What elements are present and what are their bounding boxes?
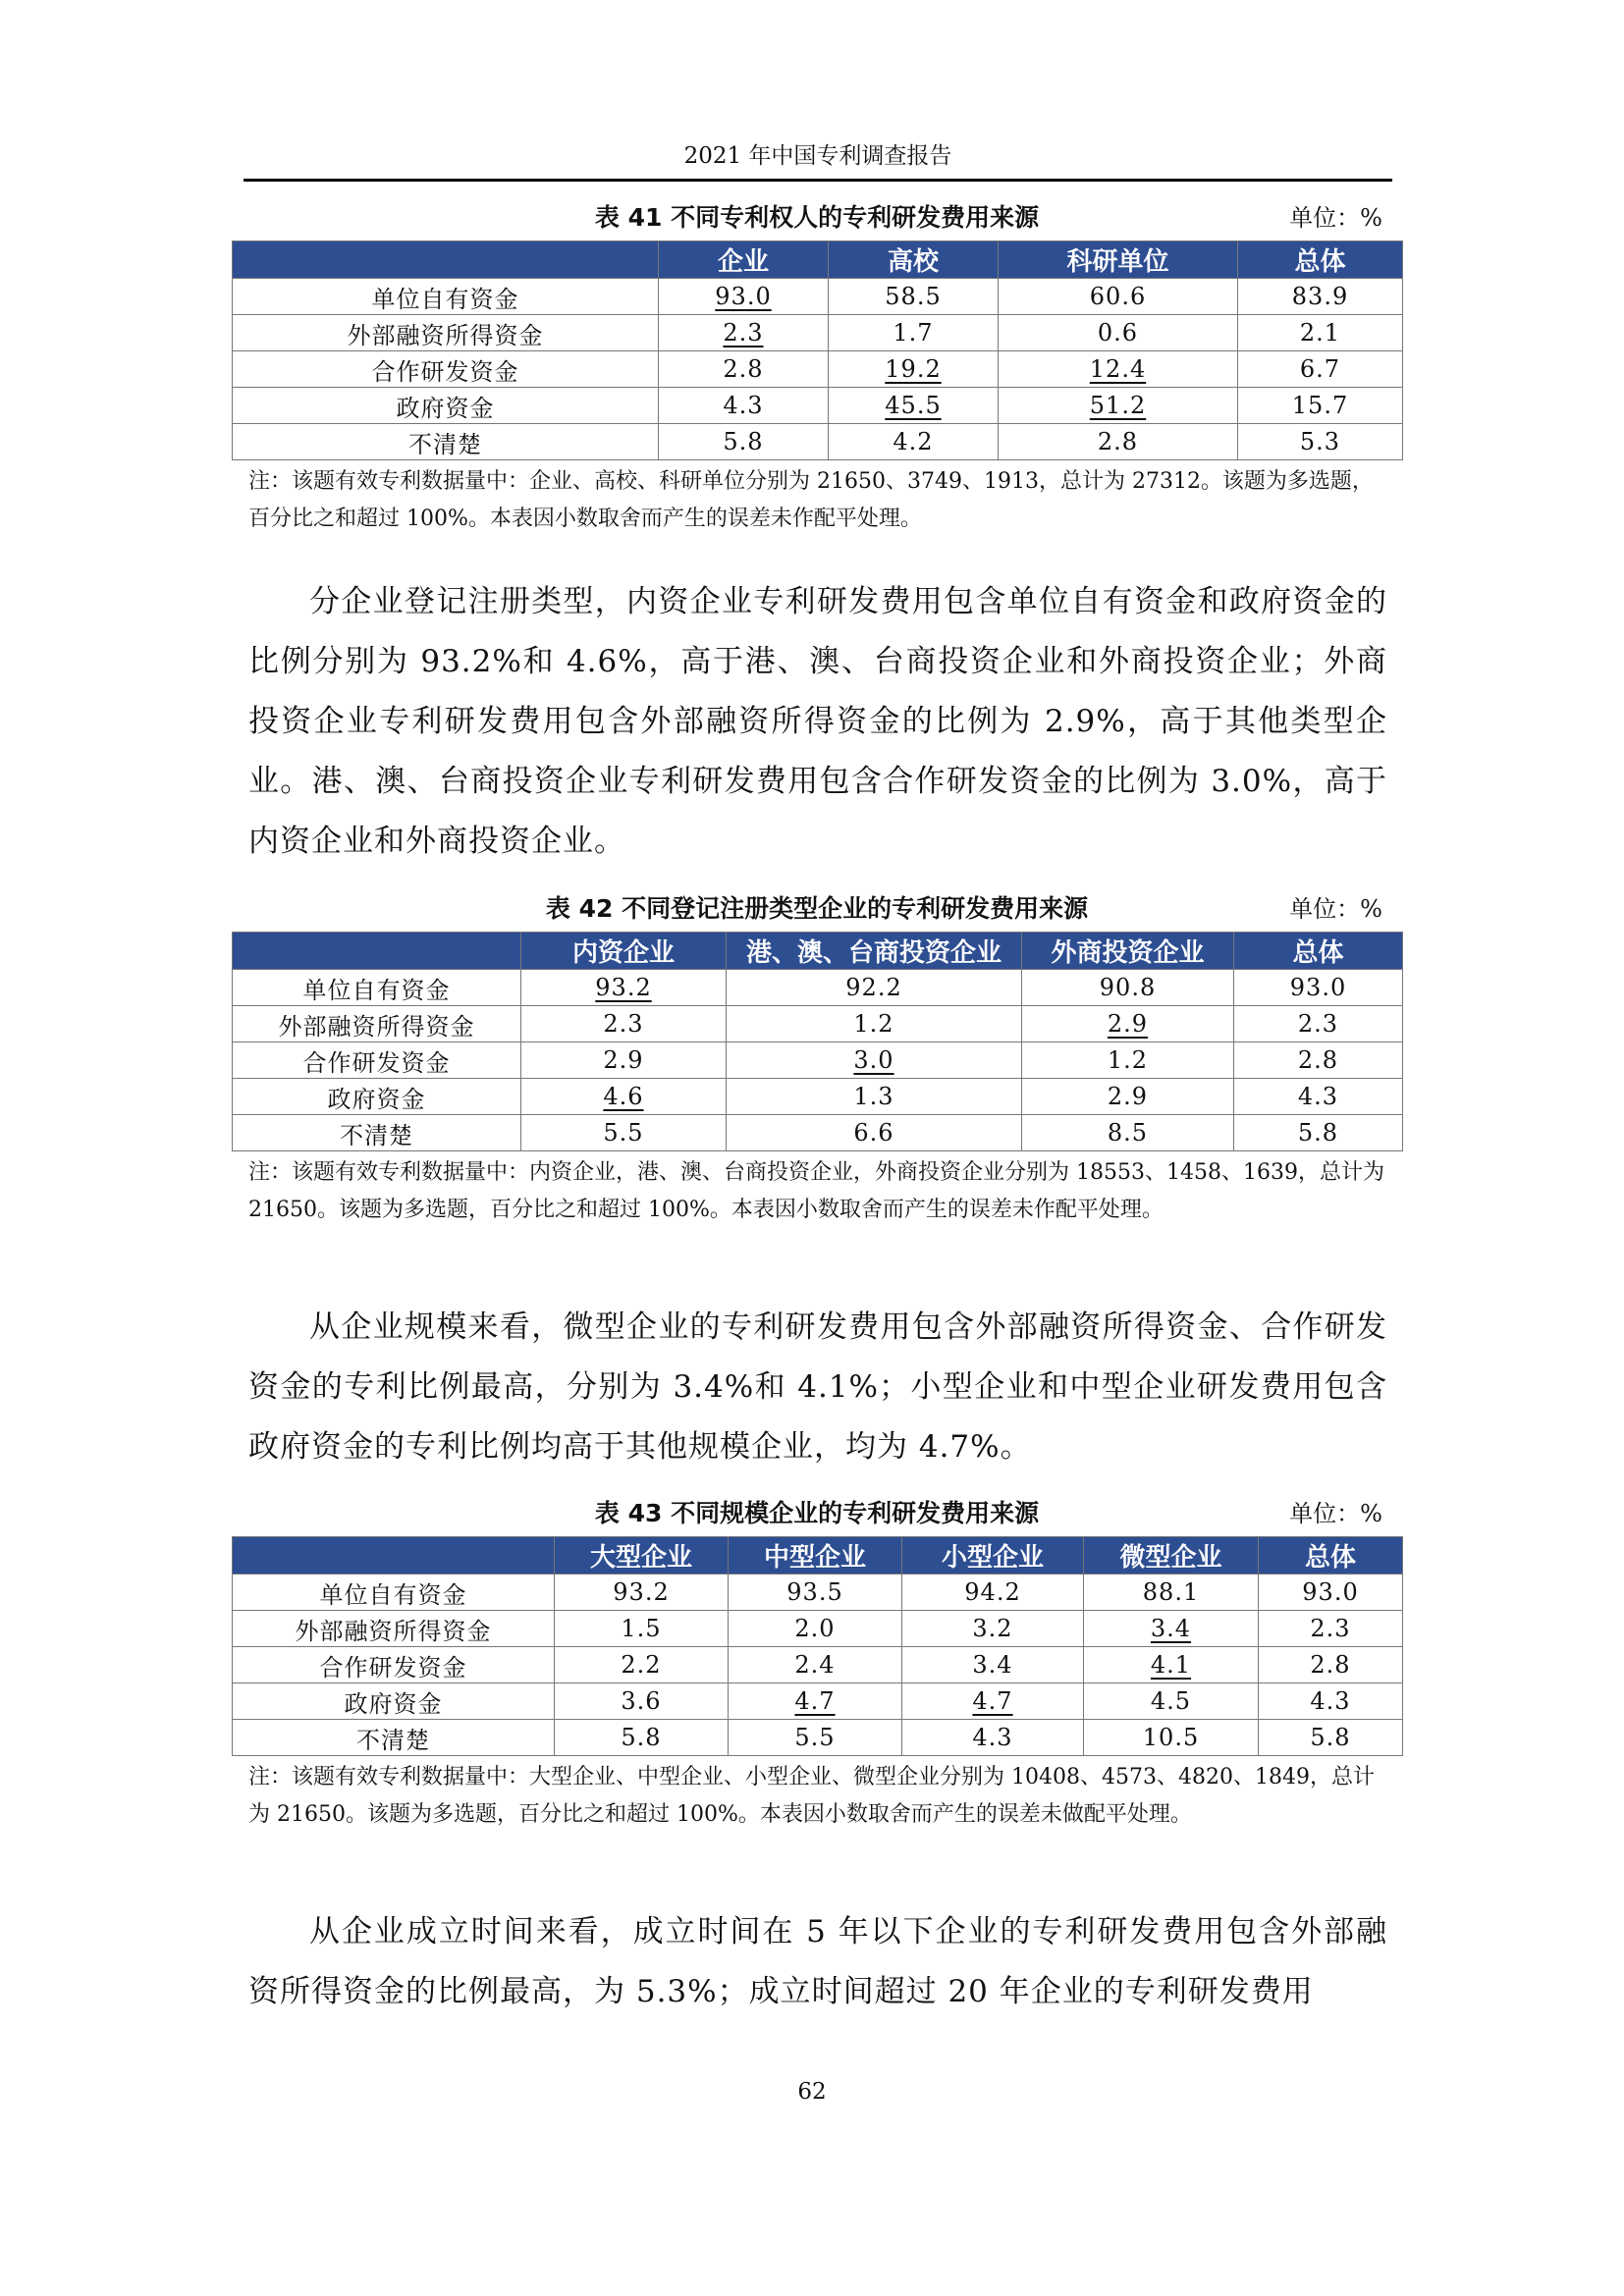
table-cell: 2.2 xyxy=(555,1647,729,1683)
table43-col-2: 中型企业 xyxy=(729,1537,902,1575)
table42-caption-row xyxy=(232,891,1402,927)
table-cell: 2.9 xyxy=(1022,1079,1234,1115)
table43-title: 表 43 不同规模企业的专利研发费用来源 xyxy=(594,1499,1040,1527)
table-cell: 4.3 xyxy=(659,388,829,424)
body-paragraph-3: 从企业成立时间来看，成立时间在 5 年以下企业的专利研发费用包含外部融资所得资金的比例最高，为 5.3%；成立时间超过 20 年企业的专利研发费用 xyxy=(248,1914,1387,2009)
table41-caption-row xyxy=(232,200,1402,236)
header-rule xyxy=(244,179,1392,182)
table-cell: 60.6 xyxy=(999,279,1238,315)
table43-col-5: 总体 xyxy=(1259,1537,1403,1575)
table-cell: 2.8 xyxy=(999,424,1238,460)
table41-col-1: 企业 xyxy=(659,241,829,279)
table-cell: 3.2 xyxy=(902,1611,1084,1647)
table42-col-3: 外商投资企业 xyxy=(1022,933,1234,970)
table-cell: 4.5 xyxy=(1084,1683,1259,1720)
table-cell: 4.7 xyxy=(729,1683,902,1720)
table-row xyxy=(233,1683,1403,1720)
row-label: 合作研发资金 xyxy=(233,351,659,388)
table-cell: 8.5 xyxy=(1022,1115,1234,1151)
table41-col-4: 总体 xyxy=(1238,241,1403,279)
table42 xyxy=(232,932,1403,1151)
table-cell: 3.0 xyxy=(727,1042,1022,1079)
table42-title: 表 42 不同登记注册类型企业的专利研发费用来源 xyxy=(545,894,1089,923)
table42-col-4: 总体 xyxy=(1234,933,1403,970)
table-cell: 6.6 xyxy=(727,1115,1022,1151)
row-label: 单位自有资金 xyxy=(233,970,521,1006)
table-cell: 1.7 xyxy=(829,315,999,351)
running-header: 2021 年中国专利调查报告 xyxy=(683,143,952,169)
table-cell: 4.7 xyxy=(902,1683,1084,1720)
row-label: 不清楚 xyxy=(233,424,659,460)
table41-note: 注：该题有效专利数据量中：企业、高校、科研单位分别为 21650、3749、1913，总计为 27312。该题为多选题，百分比之和超过 100%。本表因小数取舍而产生的误差未作配平处理。 xyxy=(248,469,1374,531)
table-cell: 90.8 xyxy=(1022,970,1234,1006)
table-cell: 3.4 xyxy=(902,1647,1084,1683)
table41-header-row xyxy=(233,241,1403,279)
table43-col-0 xyxy=(233,1537,555,1575)
table-row xyxy=(233,970,1403,1006)
row-label: 外部融资所得资金 xyxy=(233,315,659,351)
row-label: 外部融资所得资金 xyxy=(233,1006,521,1042)
table-row xyxy=(233,1079,1403,1115)
table-cell: 4.1 xyxy=(1084,1647,1259,1683)
table-cell: 93.2 xyxy=(521,970,727,1006)
table41-unit: 单位：% xyxy=(1289,204,1382,232)
table-cell: 4.6 xyxy=(521,1079,727,1115)
table42-col-0 xyxy=(233,933,521,970)
row-label: 外部融资所得资金 xyxy=(233,1611,555,1647)
table-cell: 10.5 xyxy=(1084,1720,1259,1756)
table-row xyxy=(233,1115,1403,1151)
row-label: 单位自有资金 xyxy=(233,279,659,315)
table-cell: 5.5 xyxy=(729,1720,902,1756)
table-cell: 94.2 xyxy=(902,1575,1084,1611)
table-cell: 1.2 xyxy=(1022,1042,1234,1079)
row-label: 政府资金 xyxy=(233,1683,555,1720)
table41-col-0 xyxy=(233,241,659,279)
table-cell: 2.8 xyxy=(659,351,829,388)
table-row xyxy=(233,1575,1403,1611)
table43-col-4: 微型企业 xyxy=(1084,1537,1259,1575)
table-cell: 92.2 xyxy=(727,970,1022,1006)
table-cell: 4.3 xyxy=(1234,1079,1403,1115)
table-cell: 3.4 xyxy=(1084,1611,1259,1647)
table41-col-3: 科研单位 xyxy=(999,241,1238,279)
table-cell: 2.8 xyxy=(1234,1042,1403,1079)
table41-col-2: 高校 xyxy=(829,241,999,279)
table-cell: 1.5 xyxy=(555,1611,729,1647)
row-label: 合作研发资金 xyxy=(233,1647,555,1683)
table-cell: 4.3 xyxy=(902,1720,1084,1756)
table-row xyxy=(233,1611,1403,1647)
table-cell: 5.8 xyxy=(659,424,829,460)
table-cell: 6.7 xyxy=(1238,351,1403,388)
row-label: 合作研发资金 xyxy=(233,1042,521,1079)
table-cell: 2.3 xyxy=(1234,1006,1403,1042)
table-cell: 5.8 xyxy=(1234,1115,1403,1151)
table-cell: 2.3 xyxy=(659,315,829,351)
row-label: 单位自有资金 xyxy=(233,1575,555,1611)
table43-note: 注：该题有效专利数据量中：大型企业、中型企业、小型企业、微型企业分别为 10408、4573、4820、1849，总计为 21650。该题为多选题，百分比之和超过 100%。本表因小数取舍而产生的误差未做配平处理。 xyxy=(248,1765,1375,1827)
table42-col-1: 内资企业 xyxy=(521,933,727,970)
table43-caption-row xyxy=(232,1496,1402,1531)
table43-header-row xyxy=(233,1537,1403,1575)
table-cell: 5.8 xyxy=(1259,1720,1403,1756)
table-row xyxy=(233,424,1403,460)
table-cell: 45.5 xyxy=(829,388,999,424)
table-cell: 5.3 xyxy=(1238,424,1403,460)
table-cell: 4.2 xyxy=(829,424,999,460)
table-cell: 2.3 xyxy=(521,1006,727,1042)
table-cell: 93.0 xyxy=(659,279,829,315)
table-cell: 51.2 xyxy=(999,388,1238,424)
table-row xyxy=(233,1720,1403,1756)
page-number: 62 xyxy=(797,2079,827,2105)
row-label: 不清楚 xyxy=(233,1720,555,1756)
table42-header-row xyxy=(233,933,1403,970)
table-cell: 5.5 xyxy=(521,1115,727,1151)
table-cell: 88.1 xyxy=(1084,1575,1259,1611)
table-row xyxy=(233,1042,1403,1079)
table43 xyxy=(232,1536,1403,1756)
table-row xyxy=(233,279,1403,315)
table-cell: 93.0 xyxy=(1259,1575,1403,1611)
table-cell: 2.9 xyxy=(1022,1006,1234,1042)
table-cell: 2.1 xyxy=(1238,315,1403,351)
table-cell: 5.8 xyxy=(555,1720,729,1756)
table41 xyxy=(232,240,1403,460)
table-cell: 19.2 xyxy=(829,351,999,388)
table-cell: 83.9 xyxy=(1238,279,1403,315)
table41-title: 表 41 不同专利权人的专利研发费用来源 xyxy=(594,203,1040,232)
table43-col-3: 小型企业 xyxy=(902,1537,1084,1575)
table-cell: 12.4 xyxy=(999,351,1238,388)
table-cell: 2.8 xyxy=(1259,1647,1403,1683)
table-cell: 0.6 xyxy=(999,315,1238,351)
table-row xyxy=(233,1647,1403,1683)
table-cell: 1.2 xyxy=(727,1006,1022,1042)
table-cell: 93.0 xyxy=(1234,970,1403,1006)
table-cell: 3.6 xyxy=(555,1683,729,1720)
table-row xyxy=(233,351,1403,388)
table-cell: 93.2 xyxy=(555,1575,729,1611)
table-cell: 2.9 xyxy=(521,1042,727,1079)
table-cell: 2.0 xyxy=(729,1611,902,1647)
row-label: 政府资金 xyxy=(233,1079,521,1115)
table42-col-2: 港、澳、台商投资企业 xyxy=(727,933,1022,970)
table-cell: 2.4 xyxy=(729,1647,902,1683)
table43-col-1: 大型企业 xyxy=(555,1537,729,1575)
row-label: 不清楚 xyxy=(233,1115,521,1151)
table42-note: 注：该题有效专利数据量中：内资企业，港、澳、台商投资企业，外商投资企业分别为 18553、1458、1639，总计为 21650。该题为多选题，百分比之和超过 100%。本表因小数取舍而产生的误差未作配平处理。 xyxy=(248,1160,1384,1222)
table-cell: 4.3 xyxy=(1259,1683,1403,1720)
table-cell: 93.5 xyxy=(729,1575,902,1611)
table-cell: 1.3 xyxy=(727,1079,1022,1115)
table-cell: 58.5 xyxy=(829,279,999,315)
row-label: 政府资金 xyxy=(233,388,659,424)
table43-unit: 单位：% xyxy=(1289,1500,1382,1527)
table-row xyxy=(233,388,1403,424)
table-row xyxy=(233,315,1403,351)
table42-unit: 单位：% xyxy=(1289,895,1382,923)
table-cell: 2.3 xyxy=(1259,1611,1403,1647)
table-cell: 15.7 xyxy=(1238,388,1403,424)
body-paragraph-2: 从企业规模来看，微型企业的专利研发费用包含外部融资所得资金、合作研发资金的专利比例最高，分别为 3.4%和 4.1%；小型企业和中型企业研发费用包含政府资金的专利比例均高于其他规模企业，均为 4.7%。 xyxy=(248,1309,1387,1465)
table-row xyxy=(233,1006,1403,1042)
body-paragraph-1: 分企业登记注册类型，内资企业专利研发费用包含单位自有资金和政府资金的比例分别为 93.2%和 4.6%，高于港、澳、台商投资企业和外商投资企业；外商投资企业专利研发费用包含外部融资所得资金的比例为 2.9%，高于其他类型企业。港、澳、台商投资企业专利研发费用包含合作研发资金的比例为 3.0%，高于内资企业和外商投资企业。 xyxy=(248,584,1387,859)
